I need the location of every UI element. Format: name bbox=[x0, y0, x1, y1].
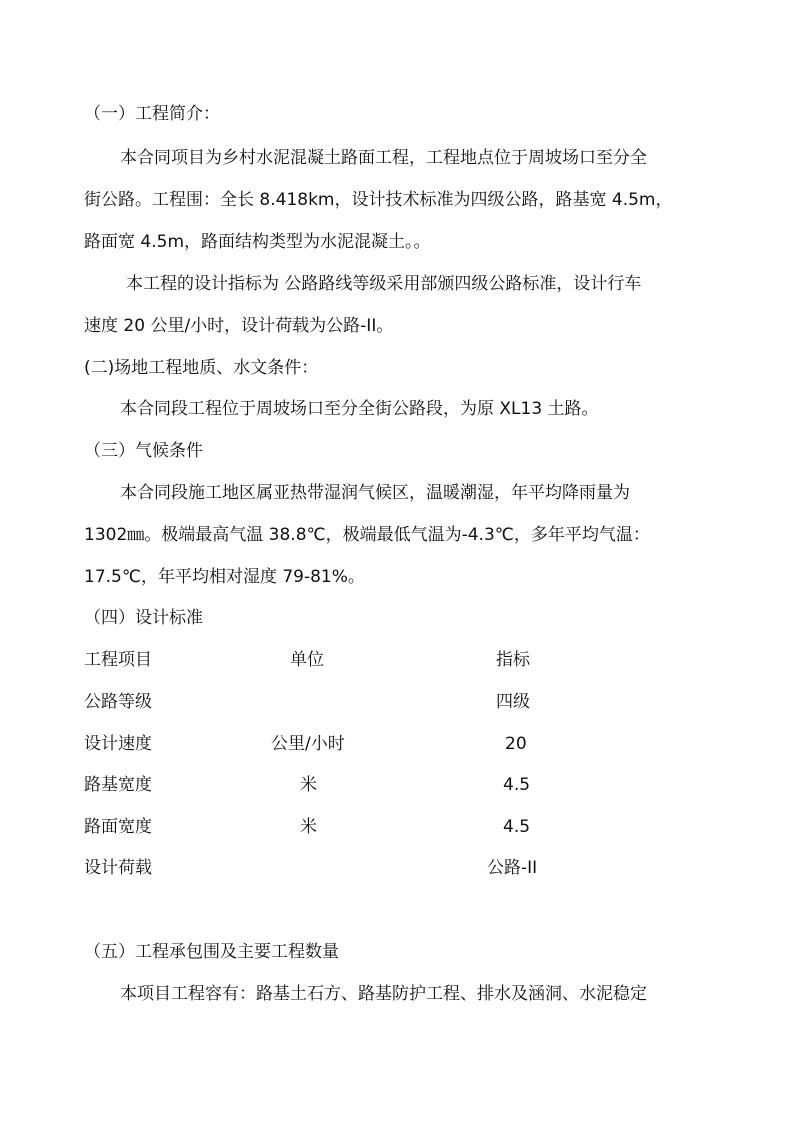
section-4-heading: （四）设计标准 bbox=[84, 608, 203, 628]
section-5-heading: （五）工程承包围及主要工程数量 bbox=[84, 942, 339, 962]
section-5-paragraph: 本项目工程容有：路基土石方、路基防护工程、排水及涵洞、水泥稳定 bbox=[120, 984, 647, 1004]
section-1-paragraph-line-2: 街公路。工程围：全长 8.418km，设计技术标准为四级公路，路基宽 4.5m， bbox=[84, 190, 673, 210]
section-3-heading: （三）气候条件 bbox=[84, 441, 203, 461]
table-header-index: 指标 bbox=[496, 650, 530, 670]
table-cell-item: 设计荷载 bbox=[84, 858, 152, 878]
section-3-paragraph-line-3: 17.5℃，年平均相对湿度 79-81%。 bbox=[84, 567, 365, 587]
section-3-paragraph-line-2: 1302㎜。极端最高气温 38.8℃，极端最低气温为-4.3℃，多年平均气温： bbox=[84, 525, 650, 545]
table-cell-index: 4.5 bbox=[503, 817, 531, 837]
table-cell-unit: 米 bbox=[300, 817, 317, 837]
table-cell-item: 路基宽度 bbox=[84, 775, 152, 795]
section-1-heading: （一）工程简介： bbox=[84, 104, 220, 124]
section-1-paragraph-2-line-2: 速度 20 公里/小时，设计荷载为公路-II。 bbox=[84, 316, 394, 336]
table-cell-index: 公路-II bbox=[487, 858, 538, 878]
section-2-heading: (二)场地工程地质、水文条件： bbox=[84, 358, 319, 378]
table-cell-unit: 米 bbox=[300, 775, 317, 795]
table-header-item: 工程项目 bbox=[84, 650, 152, 670]
table-header-unit: 单位 bbox=[290, 650, 324, 670]
table-cell-index: 20 bbox=[505, 734, 527, 754]
table-cell-unit: 公里/小时 bbox=[271, 734, 345, 754]
section-1-paragraph-line-1: 本合同项目为乡村水泥混凝土路面工程，工程地点位于周坡场口至分全 bbox=[120, 148, 647, 168]
table-cell-index: 4.5 bbox=[503, 775, 531, 795]
section-3-paragraph-line-1: 本合同段施工地区属亚热带湿润气候区，温暖潮湿，年平均降雨量为 bbox=[120, 483, 630, 503]
section-1-paragraph-2-line-1: 本工程的设计指标为 公路路线等级采用部颁四级公路标准，设计行车 bbox=[126, 274, 642, 294]
table-cell-item: 公路等级 bbox=[84, 692, 152, 712]
table-cell-item: 设计速度 bbox=[84, 734, 152, 754]
section-1-paragraph-line-3: 路面宽 4.5m，路面结构类型为水泥混凝土。。 bbox=[84, 232, 431, 252]
table-cell-item: 路面宽度 bbox=[84, 817, 152, 837]
table-cell-index: 四级 bbox=[496, 692, 530, 712]
section-2-paragraph: 本合同段工程位于周坡场口至分全街公路段，为原 XL13 土路。 bbox=[120, 399, 599, 419]
